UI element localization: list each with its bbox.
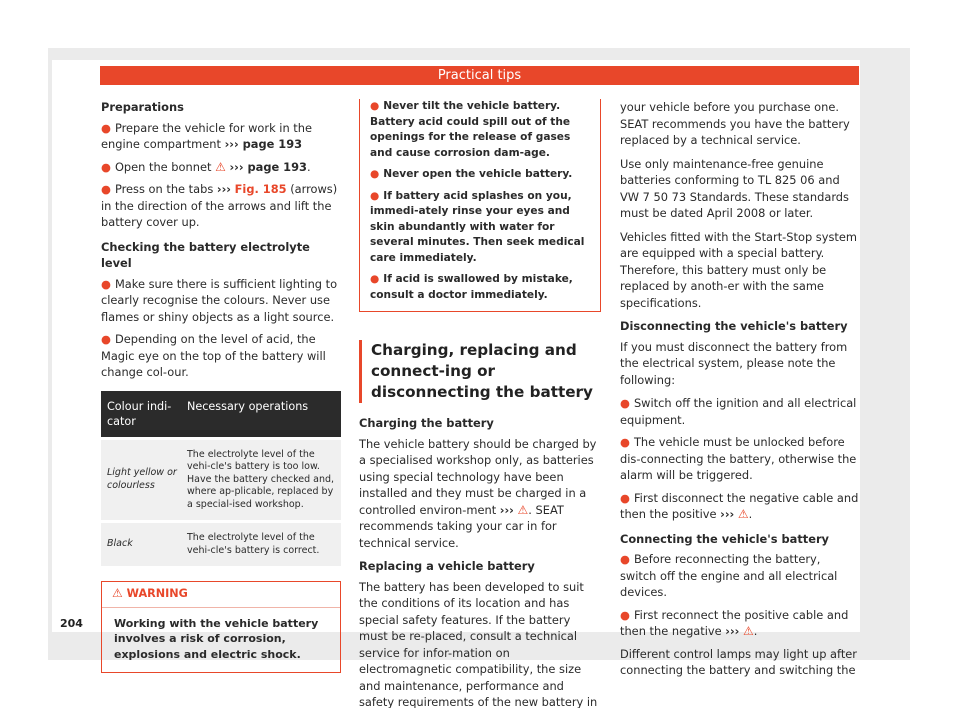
bullet-icon: ● [101,276,111,291]
disconnect-heading: Disconnecting the vehicle's battery [620,319,848,333]
list-item: ● Press on the tabs ››› Fig. 185 (arrows) in the direction of the arrows and lift the battery cover up. [101,182,338,229]
column-3 [620,99,860,686]
list-item: ● First reconnect the positive cable and then the negative ››› ⚠. [620,607,849,638]
list-item: ● Make sure there is sufficient lighting to clearly recognise the colours. Never use flames or shiny objects as a light source. [101,276,338,324]
warning-box [101,581,341,673]
warning-triangle-icon: ⚠ [215,159,226,174]
list-item: ● Depending on the level of acid, the Magic eye on the top of the battery will change col-our. [101,332,326,379]
bullet-icon: ● [101,332,111,346]
bullet-icon: ● [620,490,630,505]
list-item: ● Before reconnecting the battery, switch off the engine and all electrical devices. [620,552,838,599]
table-cell-colour: Black [101,522,181,567]
column-1 [101,99,341,673]
paragraph: Vehicles fitted with the Start-Stop system are equipped with a special battery. Therefore, this battery must only be replaced by anoth-er with the same specifications. [620,229,857,310]
table-row [101,438,341,522]
bullet-icon: ● [101,120,111,135]
list-item: ● Switch off the ignition and all electrical equipment. [620,396,857,427]
list-item: ● Open the bonnet ⚠ ››› page 193. [101,159,311,174]
paragraph: your vehicle before you purchase one. SEAT recommends you have the battery replaced by a technical service. [620,100,850,147]
warning-triangle-icon: ⚠ [112,586,123,600]
table-header-colour: Colour indi-cator [101,391,181,439]
section-title: Charging, replacing and connect-ing or disconnecting the battery [359,340,601,403]
warning-title: ⚠ WARNING [102,582,340,608]
preparations-heading: Preparations [101,100,184,114]
warning-triangle-icon: ⚠ [737,507,749,521]
list-item: ● The vehicle must be unlocked before dis-connecting the battery, otherwise the alarm will be triggered. [620,435,857,482]
table-row [101,522,341,567]
list-item: ● Never tilt the vehicle battery. Battery acid could spill out of the openings for the release of gases and cause corrosion dam-age. [370,100,571,159]
connect-heading: Connecting the vehicle's battery [620,531,829,546]
paragraph: Different control lamps may light up after connecting the battery and switching the [620,646,857,677]
bullet-icon: ● [370,189,380,202]
warning-body: Working with the vehicle battery involves a risk of corrosion, explosions and electric shock. [114,616,319,661]
table-header-operations: Necessary operations [181,391,341,439]
bullet-icon: ● [370,168,380,180]
list-item: ● If battery acid splashes on you, immedi-ately rinse your eyes and skin abundantly with water for several minutes. Then seek medical care immediately. [370,189,585,264]
list-item: ● Prepare the vehicle for work in the engine compartment ››› page 193 [101,120,313,151]
warning-continued [359,99,601,312]
list-item: ● Never open the vehicle battery. [370,168,573,180]
warning-triangle-icon: ⚠ [743,624,754,638]
bullet-icon: ● [620,435,630,449]
table-cell-operation: The electrolyte level of the vehi-cle's battery is too low. Have the battery checked and, where ap-plicable, replaced by a special-ised workshop. [181,438,341,522]
table-cell-operation: The electrolyte level of the vehi-cle's battery is correct. [181,522,341,567]
list-item: ● First disconnect the negative cable and then the positive ››› ⚠. [620,490,859,521]
bullet-icon: ● [370,273,380,285]
page-number: 204 [60,617,83,630]
page-header: Practical tips [100,66,859,85]
bullet-icon: ● [620,552,630,566]
bullet-icon: ● [101,182,111,196]
figure-link[interactable]: Fig. 185 [234,182,287,196]
charging-paragraph: The vehicle battery should be charged by a specialised workshop only, as batteries using special technology have been installed and they must be charged in a controlled environ-ment ››› ⚠. SEAT recommends taking your car in for technical service. [359,436,597,550]
bullet-icon: ● [620,396,630,410]
paragraph: If you must disconnect the battery from the electrical system, please note the following: [620,339,848,387]
bullet-icon: ● [620,607,630,622]
replacing-paragraph: The battery has been developed to suit the conditions of its location and has special safety features. If the battery must be re-placed, consult a technical service for infor-mation on electromagnetic compatibility, the size and maintenance, performance and safety requirements of the new battery in [359,579,598,708]
list-item: ● If acid is swallowed by mistake, consult a doctor immediately. [370,273,573,301]
bullet-icon: ● [370,100,380,112]
column-2 [359,99,601,708]
check-heading: Checking the battery electrolyte level [101,239,310,270]
colour-indicator-table [101,391,341,567]
bullet-icon: ● [101,159,111,174]
charging-heading: Charging the battery [359,416,494,430]
replacing-heading: Replacing a vehicle battery [359,559,535,573]
paragraph: Use only maintenance-free genuine batteries conforming to TL 825 06 and VW 7 50 73 Standards. These standards must be dated April 2008 or later. [620,156,849,220]
page-link[interactable]: ››› page 193 [229,159,307,174]
warning-triangle-icon: ⚠ [517,502,529,517]
table-cell-colour: Light yellow or colourless [101,438,181,522]
page-link[interactable]: ››› page 193 [224,137,303,151]
